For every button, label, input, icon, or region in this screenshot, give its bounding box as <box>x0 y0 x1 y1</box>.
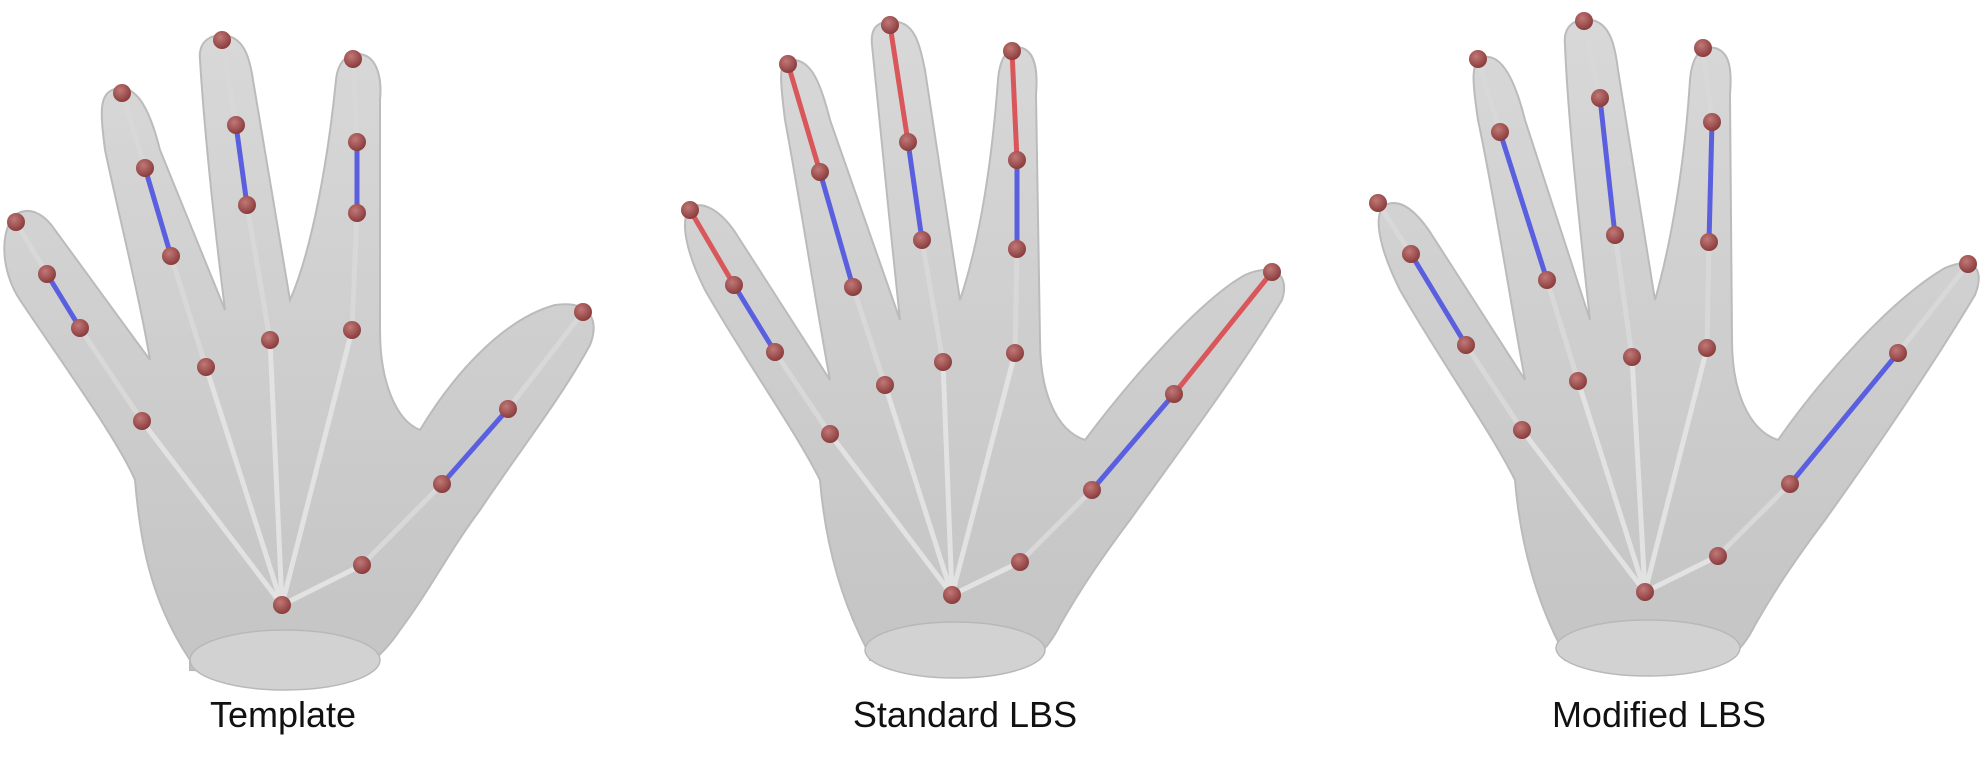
panel-2-middle-joint-3 <box>899 133 917 151</box>
panel-3-thumb-joint-2 <box>1781 475 1799 493</box>
panel-3-index-joint-4 <box>1694 39 1712 57</box>
panel-1-middle-joint-3 <box>227 116 245 134</box>
panel-3-wrist-joint <box>1636 583 1654 601</box>
panel-3-middle-joint-4 <box>1575 12 1593 30</box>
panel-3-ring-joint-4 <box>1469 50 1487 68</box>
panel-2-middle-joint-2 <box>913 231 931 249</box>
panel-1-ring-joint-2 <box>162 247 180 265</box>
panel-3-pinky-joint-4 <box>1369 194 1387 212</box>
panel-3-index-proximal-bone <box>1707 242 1709 348</box>
panel-3-middle-joint-1 <box>1623 348 1641 366</box>
panel-1-pinky-joint-2 <box>71 319 89 337</box>
panel-2-middle-joint-1 <box>934 353 952 371</box>
panel-1-ring-joint-4 <box>113 84 131 102</box>
panel-1-wrist-joint <box>273 596 291 614</box>
panel-2-index-proximal-bone <box>1015 249 1017 353</box>
panel-3-thumb-joint-4 <box>1959 255 1977 273</box>
panel-3-middle-joint-3 <box>1591 89 1609 107</box>
panel-2-thumb-joint-2 <box>1083 481 1101 499</box>
panel-2-wrist-cuff <box>865 622 1045 678</box>
panel-1-index-joint-4 <box>344 50 362 68</box>
panel-2-ring-joint-4 <box>779 55 797 73</box>
panel-3-pinky-joint-3 <box>1402 245 1420 263</box>
panel-2-thumb-joint-4 <box>1263 263 1281 281</box>
panel-1-middle-joint-4 <box>213 31 231 49</box>
panel-1-ring-joint-1 <box>197 358 215 376</box>
panel-1-thumb-joint-2 <box>433 475 451 493</box>
panel-1-hand-mesh <box>4 35 593 675</box>
panel-1-pinky-joint-3 <box>38 265 56 283</box>
panel-2-thumb-joint-1 <box>1011 553 1029 571</box>
panel-3-index-joint-1 <box>1698 339 1716 357</box>
panel-1-index-joint-2 <box>348 204 366 222</box>
panel-1-pinky-joint-1 <box>133 412 151 430</box>
panel-3-ring-joint-1 <box>1569 372 1587 390</box>
panel-3-thumb-joint-3 <box>1889 344 1907 362</box>
panel-3-pinky-joint-2 <box>1457 336 1475 354</box>
panel-3-wrist-cuff <box>1556 620 1740 676</box>
panel-1-index-joint-3 <box>348 133 366 151</box>
panel-2-index-joint-1 <box>1006 344 1024 362</box>
panel-1-thumb-joint-3 <box>499 400 517 418</box>
panel-1-thumb-joint-1 <box>353 556 371 574</box>
caption-modified-lbs: Modified LBS <box>1551 694 1767 735</box>
caption-standard-lbs: Standard LBS <box>852 694 1078 735</box>
caption-template: Template <box>209 694 357 735</box>
panel-1-thumb-joint-4 <box>574 303 592 321</box>
panel-2-ring-joint-1 <box>876 376 894 394</box>
panel-1-wrist-cuff <box>190 630 380 690</box>
panel-3-index-joint-2 <box>1700 233 1718 251</box>
panel-2-wrist-joint <box>943 586 961 604</box>
panel-3-middle-joint-2 <box>1606 226 1624 244</box>
panel-2-pinky-joint-4 <box>681 201 699 219</box>
panel-1-middle-joint-1 <box>261 331 279 349</box>
panel-2-index-joint-3 <box>1008 151 1026 169</box>
panel-3-index-middle-bone <box>1709 122 1712 242</box>
panel-1-ring-joint-3 <box>136 159 154 177</box>
panel-1-middle-joint-2 <box>238 196 256 214</box>
panel-1-pinky-joint-4 <box>7 213 25 231</box>
panel-2-index-joint-4 <box>1003 42 1021 60</box>
panel-2-thumb-joint-3 <box>1165 385 1183 403</box>
panel-2-hand-mesh <box>685 22 1284 660</box>
panel-3-ring-joint-2 <box>1538 271 1556 289</box>
panel-2-pinky-joint-1 <box>821 425 839 443</box>
panel-2-middle-joint-4 <box>881 16 899 34</box>
panel-2-ring-joint-3 <box>811 163 829 181</box>
panel-2-ring-joint-2 <box>844 278 862 296</box>
panel-3-pinky-joint-1 <box>1513 421 1531 439</box>
panel-2-pinky-joint-3 <box>725 276 743 294</box>
panel-3-index-joint-3 <box>1703 113 1721 131</box>
panel-2-pinky-joint-2 <box>766 343 784 361</box>
panel-3-thumb-joint-1 <box>1709 547 1727 565</box>
panel-2-index-joint-2 <box>1008 240 1026 258</box>
panel-1-index-joint-1 <box>343 321 361 339</box>
panel-3-ring-joint-3 <box>1491 123 1509 141</box>
